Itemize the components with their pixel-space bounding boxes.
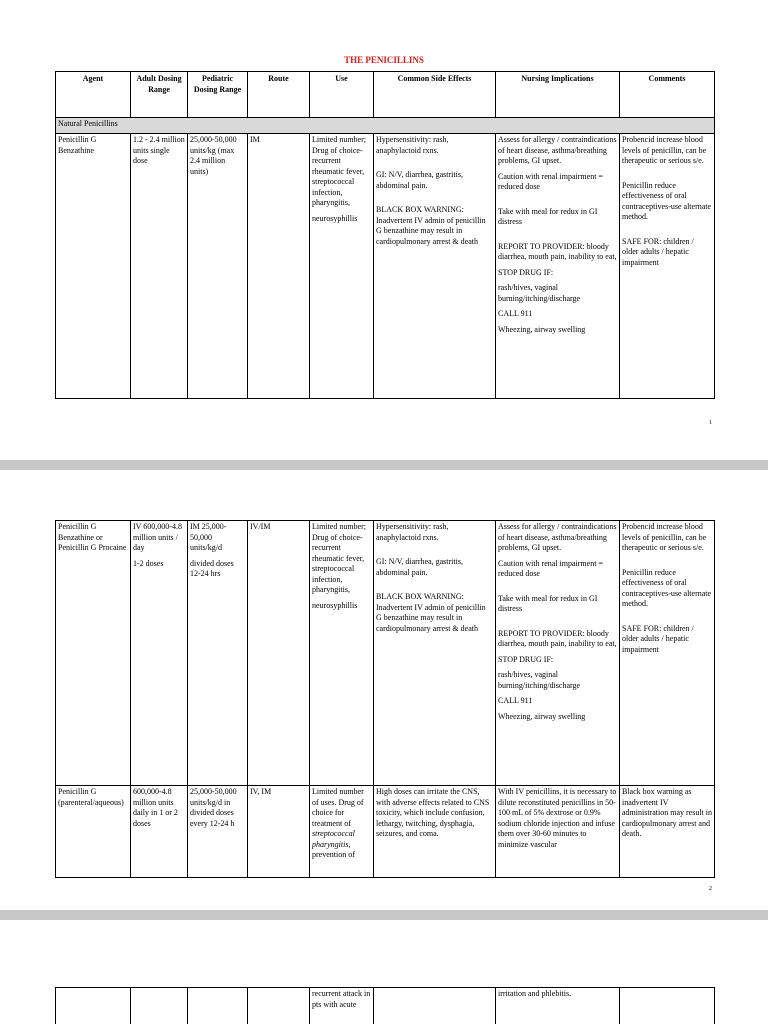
agent-cell: Penicillin G Benzathine or Penicillin G Procaine	[56, 521, 131, 786]
penicillins-table-page-2	[55, 520, 715, 878]
header-comments: Comments	[620, 72, 715, 118]
pediatric-dosing-cell: IM 25,000-50,000 units/kg/d divided doses 12-24 hrs	[188, 521, 248, 786]
page-2	[0, 470, 768, 910]
adult-dosing-cell: 600,000-4.8 million units daily in 1 or 2 doses	[131, 786, 188, 878]
use-cell: Limited number of uses. Drug of choice for treatment of streptococcal pharyngitis, prevention of	[310, 786, 374, 878]
penicillins-table-page-3	[55, 987, 715, 1024]
side-effects-cell	[374, 988, 496, 1024]
agent-cell: Penicillin G Benzathine	[56, 134, 131, 399]
nursing-implications-cell: irritation and phlebitis.	[496, 988, 620, 1024]
nursing-implications-cell: Assess for allergy / contraindications of heart disease, asthma/breathing problems, GI upset. Caution with renal impairment = reduced dose Take with meal for redux in GI distress REPORT TO PROVIDER: bloody diarrhea, mouth pain, inability to eat, STOP DRUG IF: rash/hives, vaginal burning/itching/discharge CALL 911 Wheezing, airway swelling	[496, 134, 620, 399]
document-title: THE PENICILLINS	[344, 55, 424, 65]
comments-cell: Probencid increase blood levels of penicillin, can be therapeutic or serious s/e. Penicillin reduce effectiveness of oral contraceptives-use alternate method. SAFE FOR: children / older adults / hepatic impairment	[620, 521, 715, 786]
route-cell	[248, 988, 310, 1024]
use-cell: Limited number; Drug of choice-recurrent rheumatic fever, streptococcal infection, pharyngitis, neurosyphillis	[310, 521, 374, 786]
header-pediatric-dosing: Pediatric Dosing Range	[188, 72, 248, 118]
nursing-implications-cell: With IV penicillins, it is necessary to dilute reconstituted penicillins in 50-100 mL of 5% dextrose or 0.9% sodium chloride injection and infuse them over 30-60 minutes to minimize vascular	[496, 786, 620, 878]
comments-cell: Probencid increase blood levels of penicillin, can be therapeutic or serious s/e. Penicillin reduce effectiveness of oral contraceptives-use alternate method. SAFE FOR: children / older adults / hepatic impairment	[620, 134, 715, 399]
side-effects-cell: High doses can irritate the CNS, with adverse effects related to CNS toxicity, which include confusion, lethargy, twitching, dysphagia, seizures, and coma.	[374, 786, 496, 878]
adult-dosing-cell: 1.2 - 2.4 million units single dose	[131, 134, 188, 399]
header-nursing-implications: Nursing Implications	[496, 72, 620, 118]
comments-cell	[620, 988, 715, 1024]
penicillins-table-page-1	[55, 71, 715, 399]
page-3	[0, 920, 768, 1024]
adult-dosing-cell: IV 600,000-4.8 million units / day 1-2 doses	[131, 521, 188, 786]
nursing-implications-cell: Assess for allergy / contraindications of heart disease, asthma/breathing problems, GI upset. Caution with renal impairment = reduced dose Take with meal for redux in GI distress REPORT TO PROVIDER: bloody diarrhea, mouth pain, inability to eat, STOP DRUG IF: rash/hives, vaginal burning/itching/discharge CALL 911 Wheezing, airway swelling	[496, 521, 620, 786]
table-row	[56, 988, 715, 1024]
use-cell: Limited number; Drug of choice-recurrent rheumatic fever, streptococcal infection, pharyngitis, neurosyphillis	[310, 134, 374, 399]
agent-cell: Penicillin G (parenteral/aqueous)	[56, 786, 131, 878]
header-agent: Agent	[56, 72, 131, 118]
page-number: 1	[709, 420, 712, 426]
header-side-effects: Common Side Effects	[374, 72, 496, 118]
pediatric-dosing-cell: 25,000-50,000 units/kg (max 2.4 million units)	[188, 134, 248, 399]
header-use: Use	[310, 72, 374, 118]
route-cell: IM	[248, 134, 310, 399]
side-effects-cell: Hypersensitivity: rash, anaphylactoid rxns. GI: N/V, diarrhea, gastritis, abdominal pain. BLACK BOX WARNING: Inadvertent IV admin of penicillin G benzathine may result in cardiopulmonary arrest & death	[374, 134, 496, 399]
agent-cell	[56, 988, 131, 1024]
header-row	[56, 72, 715, 118]
table-row	[56, 521, 715, 786]
adult-dosing-cell	[131, 988, 188, 1024]
table-row	[56, 134, 715, 399]
side-effects-cell: Hypersensitivity: rash, anaphylactoid rxns. GI: N/V, diarrhea, gastritis, abdominal pain. BLACK BOX WARNING: Inadvertent IV admin of penicillin G benzathine may result in cardiopulmonary arrest & death	[374, 521, 496, 786]
group-row	[56, 118, 715, 134]
table-row	[56, 786, 715, 878]
route-cell: IV, IM	[248, 786, 310, 878]
header-route: Route	[248, 72, 310, 118]
use-cell: recurrent attack in pts with acute	[310, 988, 374, 1024]
group-natural-penicillins: Natural Penicillins	[56, 118, 715, 134]
page-number: 2	[709, 886, 712, 892]
header-adult-dosing: Adult Dosing Range	[131, 72, 188, 118]
route-cell: IV/IM	[248, 521, 310, 786]
comments-cell: Black box warning as inadvertent IV administration may result in cardiopulmonary arrest and death.	[620, 786, 715, 878]
pediatric-dosing-cell: 25,000-50,000 units/kg/d in divided doses every 12-24 h	[188, 786, 248, 878]
page-1	[0, 0, 768, 460]
pediatric-dosing-cell	[188, 988, 248, 1024]
